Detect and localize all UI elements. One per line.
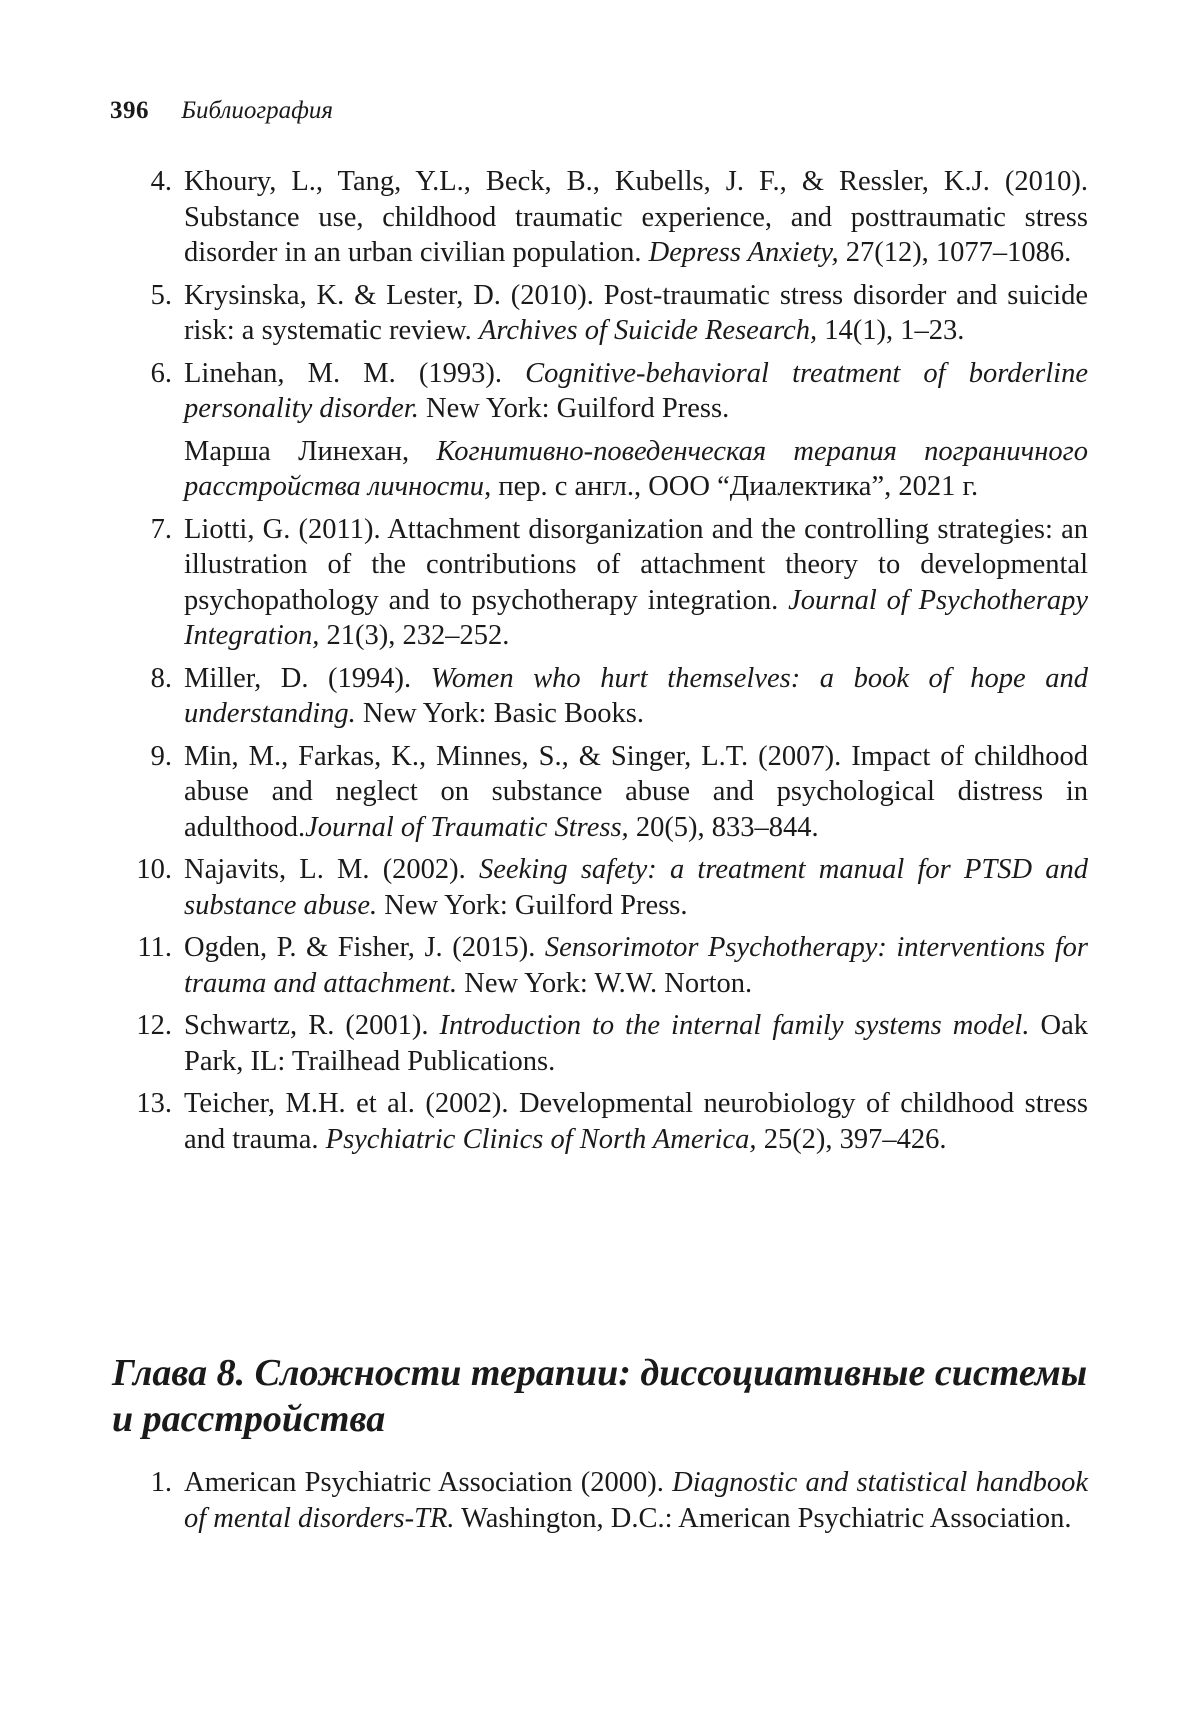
reference-segment: New York: Basic Books. — [355, 698, 644, 729]
reference-segment: Miller, D. (1994). — [184, 662, 431, 694]
reference-segment: New York: W.W. Norton. — [457, 967, 753, 999]
reference-text — [184, 1465, 1088, 1536]
reference-segment: Teicher, M.H. et al. (2002). Developmental neurobiology of childhood stress and trauma. — [184, 1088, 1088, 1155]
reference-number: 10. — [136, 854, 172, 885]
reference-item — [130, 1008, 1088, 1079]
reference-item — [130, 356, 1088, 505]
reference-text — [184, 930, 1088, 1001]
reference-segment: Linehan, M. M. (1993). — [184, 357, 526, 389]
reference-item — [130, 852, 1088, 923]
reference-segment: 14(1), 1–23. — [817, 315, 965, 346]
chapter-8-title: Глава 8. Сложности терапии: диссоциативные системы и расстройства — [112, 1352, 1088, 1440]
translation-segment: Марша Линехан, — [184, 435, 437, 467]
reference-segment: Liotti, G. (2011). Attachment disorganization and the controlling strategies: an illustration of the contributions of attachment theory to developmental psychopathology and to psychotherapy integration. — [184, 513, 1088, 616]
reference-number: 11. — [137, 932, 172, 963]
reference-item — [130, 164, 1088, 271]
reference-segment: Khoury, L., Tang, Y.L., Beck, B., Kubells, J. F., & Ressler, K.J. (2010). Substance use, childhood traumatic experience, and posttraumatic stress disorder in an urban civilian population. — [184, 166, 1088, 268]
reference-segment: 20(5), 833–844. — [628, 811, 819, 843]
reference-segment: Najavits, L. M. (2002). — [184, 854, 479, 885]
reference-title: Archives of Suicide Research, — [478, 315, 818, 346]
reference-title: Seeking safety: a treatment manual for PTSD and substance abuse. — [184, 854, 1088, 921]
reference-text — [184, 1086, 1088, 1157]
reference-item — [130, 1465, 1088, 1536]
reference-text — [184, 278, 1088, 349]
reference-text — [184, 512, 1088, 654]
reference-title: Women who hurt themselves: a book of hope and understanding. — [184, 662, 1088, 729]
reference-number: 4. — [150, 166, 172, 197]
reference-text — [184, 739, 1088, 846]
reference-text — [184, 661, 1088, 732]
reference-number: 9. — [150, 740, 172, 772]
reference-list-chapter-7 — [130, 164, 1088, 1164]
reference-title: Introduction to the internal family systems model. — [439, 1010, 1030, 1041]
reference-list-chapter-8 — [130, 1465, 1088, 1543]
reference-title: Journal of Psychotherapy Integration, — [184, 584, 1088, 651]
reference-segment: 27(12), 1077–1086. — [838, 237, 1072, 268]
reference-segment: New York: Guilford Press. — [418, 393, 730, 424]
reference-segment: American Psychiatric Association (2000). — [184, 1467, 673, 1498]
reference-segment: Min, M., Farkas, K., Minnes, S., & Singer, L.T. (2007). Impact of childhood abuse and neglect on substance abuse and psychological distress in adulthood. — [184, 740, 1088, 843]
reference-segment: Ogden, P. & Fisher, J. (2015). — [184, 932, 545, 963]
section-name: Библиография — [181, 97, 333, 124]
reference-number: 7. — [150, 513, 172, 545]
reference-title: Cognitive-behavioral treatment of borderline personality disorder. — [184, 357, 1088, 424]
reference-text — [184, 1008, 1088, 1079]
reference-number: 12. — [136, 1010, 172, 1041]
reference-segment: Washington, D.C.: American Psychiatric Association. — [454, 1502, 1072, 1534]
reference-title: Sensorimotor Psychotherapy: interventions for trauma and attachment. — [184, 932, 1088, 999]
reference-segment: 25(2), 397–426. — [756, 1123, 947, 1155]
page-number: 396 — [110, 97, 149, 124]
reference-title: Journal of Traumatic Stress, — [305, 811, 629, 843]
reference-segment: Krysinska, K. & Lester, D. (2010). Post-traumatic stress disorder and suicide risk: a systematic review. — [184, 279, 1088, 346]
reference-text — [184, 356, 1088, 427]
reference-item — [130, 739, 1088, 846]
reference-item — [130, 1086, 1088, 1157]
translation-title: Когнитивно-поведенческая терапия пограничного расстройства личности — [184, 435, 1088, 502]
translation-segment: , пер. с англ., ООО “Диалектика”, 2021 г. — [484, 471, 979, 502]
reference-title: Psychiatric Clinics of North America, — [325, 1123, 757, 1155]
reference-number: 5. — [150, 279, 172, 311]
reference-number: 1. — [150, 1467, 172, 1498]
reference-number: 6. — [150, 357, 172, 389]
reference-item — [130, 512, 1088, 654]
reference-segment: Schwartz, R. (2001). — [184, 1010, 440, 1041]
reference-text — [184, 164, 1088, 271]
reference-number: 8. — [150, 662, 172, 694]
reference-segment: 21(3), 232–252. — [319, 620, 510, 651]
reference-item — [130, 661, 1088, 732]
reference-title: Depress Anxiety, — [648, 237, 839, 268]
reference-item — [130, 278, 1088, 349]
reference-segment: New York: Guilford Press. — [377, 889, 688, 921]
reference-number: 13. — [136, 1088, 172, 1119]
reference-title: Diagnostic and statistical handbook of mental disorders-TR. — [184, 1467, 1088, 1534]
running-head — [110, 96, 333, 126]
reference-segment: Oak Park, IL: Trailhead Publications. — [184, 1010, 1089, 1077]
reference-translation — [184, 434, 1088, 505]
reference-text — [184, 852, 1088, 923]
reference-item — [130, 930, 1088, 1001]
